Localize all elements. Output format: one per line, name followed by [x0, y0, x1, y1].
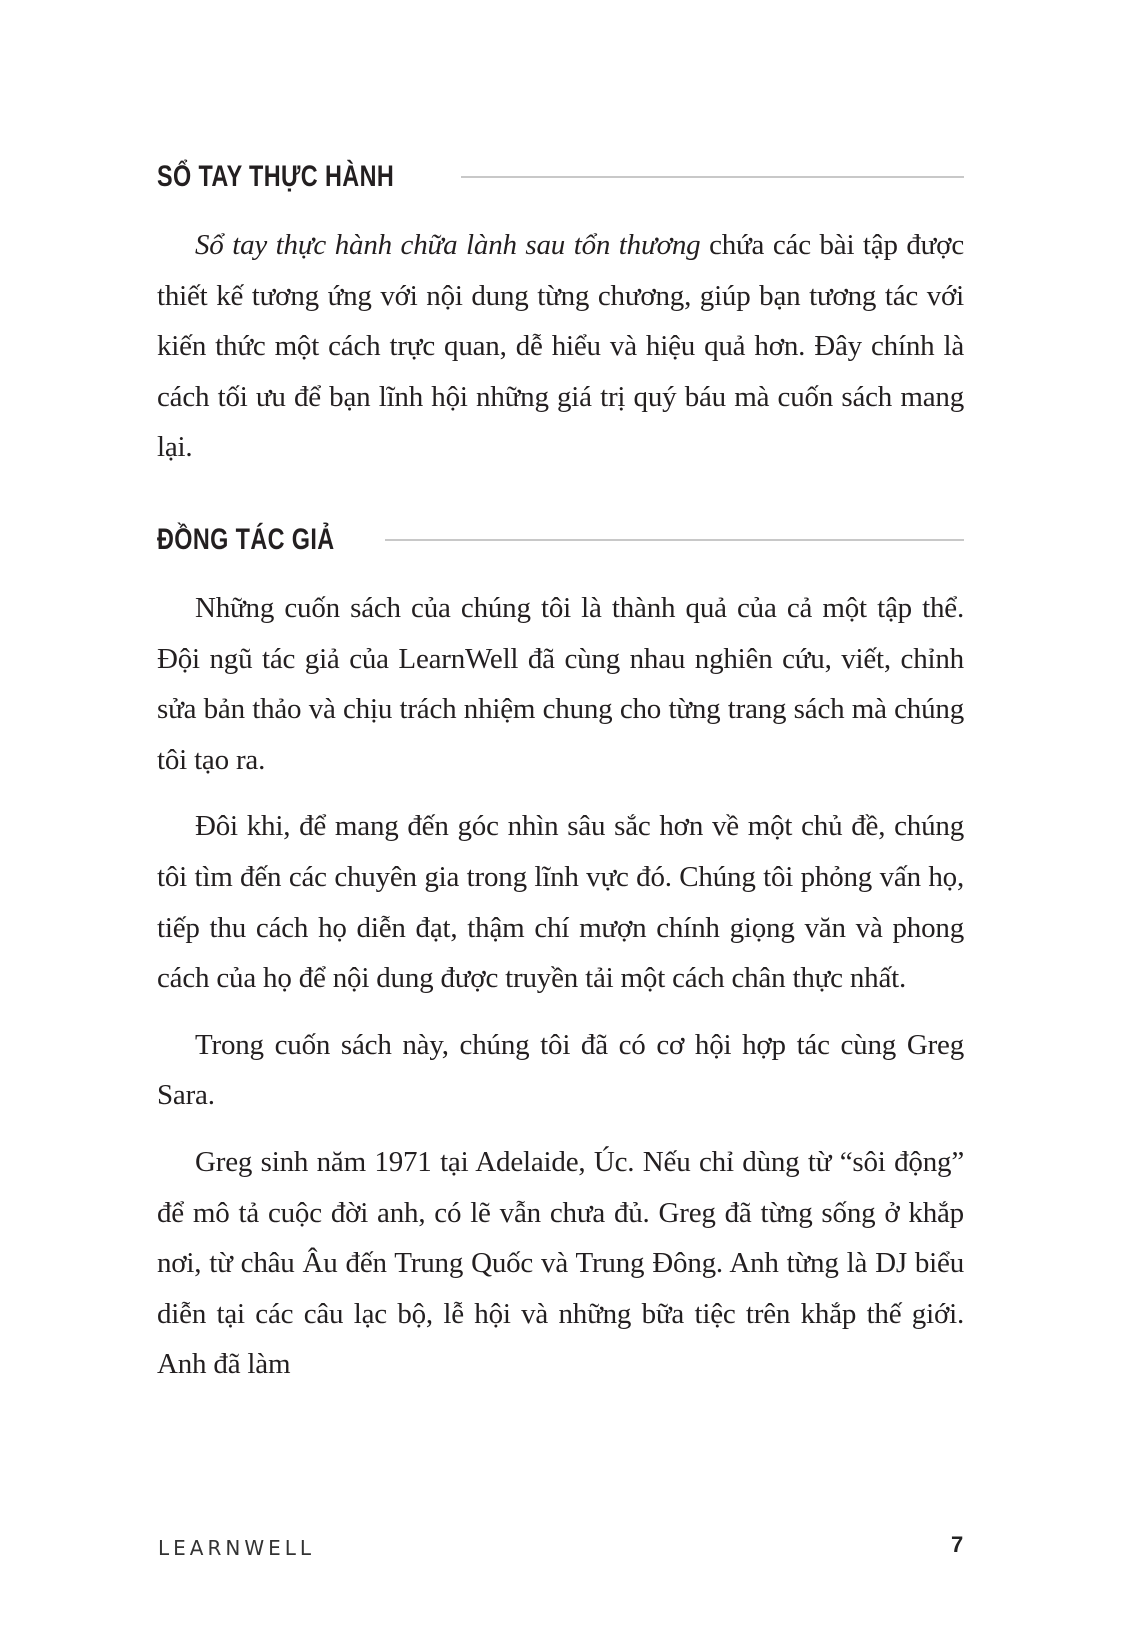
paragraph: Những cuốn sách của chúng tôi là thành quả của cả một tập thể. Đội ngũ tác giả của LearnWell đã cùng nhau nghiên cứu, viết, chỉnh sửa bản thảo và chịu trách nhiệm chung cho từng trang sách mà chúng tôi tạo ra. — [157, 591, 964, 776]
page-body — [157, 150, 964, 1390]
section-heading-workbook — [157, 150, 964, 204]
paragraph: Greg sinh năm 1971 tại Adelaide, Úc. Nếu chỉ dùng từ “sôi động” để mô tả cuộc đời anh, có lẽ vẫn chưa đủ. Greg đã từng sống ở khắp nơi, từ châu Âu đến Trung Quốc và Trung Đông. Anh từng là DJ biểu diễn tại các câu lạc bộ, lễ hội và những bữa tiệc trên khắp thế giới. Anh đã làm — [157, 1145, 964, 1381]
paragraph-text: chứa các bài tập được thiết kế tương ứng với nội dung từng chương, giúp bạn tương tác với kiến thức một cách trực quan, dễ hiểu và hiệu quả hơn. Đây chính là cách tối ưu để bạn lĩnh hội những giá trị quý báu mà cuốn sách mang lại. — [157, 229, 964, 464]
paragraph: Đôi khi, để mang đến góc nhìn sâu sắc hơn về một chủ đề, chúng tôi tìm đến các chuyên gia trong lĩnh vực đó. Chúng tôi phỏng vấn họ, tiếp thu cách họ diễn đạt, thậm chí mượn chính giọng văn và phong cách của họ để nội dung được truyền tải một cách chân thực nhất. — [157, 810, 964, 995]
heading-text: SỔ TAY THỰC HÀNH — [157, 160, 395, 193]
paragraph — [157, 220, 964, 473]
page-number: 7 — [951, 1532, 964, 1557]
paragraph: Trong cuốn sách này, chúng tôi đã có cơ hội hợp tác cùng Greg Sara. — [157, 1028, 964, 1112]
heading-rule — [385, 539, 964, 541]
footer-brand: LEARNWELL — [158, 1536, 316, 1560]
heading-rule — [461, 176, 964, 178]
heading-text: ĐỒNG TÁC GIẢ — [157, 522, 335, 556]
book-title: Sổ tay thực hành chữa lành sau tổn thương — [195, 229, 701, 261]
section-heading-coauthors — [157, 513, 964, 567]
